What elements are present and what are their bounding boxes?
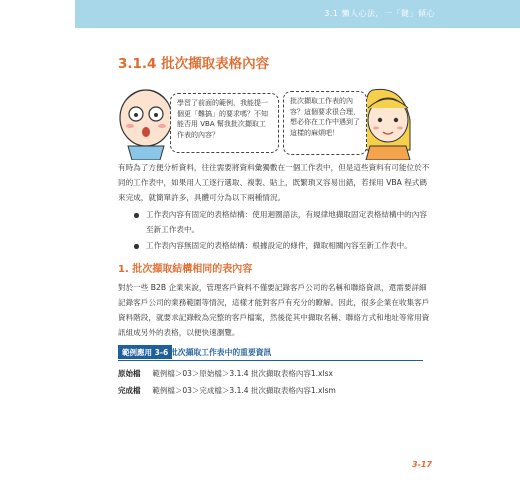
source-file-row: [118, 368, 423, 379]
subsection-heading: 1. 批次擷取結構相同的表內容: [118, 264, 253, 275]
speech-bubble-left: 學習了前面的範例，我能提一個更「難搞」的要求嗎？不知能否用 VBA 幫我批次擷取工作表的內容？: [170, 93, 279, 153]
example-tag: 範例應用 3-6: [118, 345, 172, 359]
chapter-header: 3.1 懶人心法，一「鍵」傾心: [324, 9, 435, 18]
left-character-icon: [120, 90, 172, 160]
bullet-dot-icon: [134, 213, 139, 218]
bullet-list: [132, 208, 432, 254]
right-character-icon: [366, 89, 410, 160]
example-title: 批次擷取工作表中的重要資訊: [170, 347, 272, 357]
section-title: 3.1.4 批次擷取表格內容: [118, 56, 270, 72]
header-bar: [75, 0, 520, 28]
bullet-item: [132, 208, 432, 237]
bullet-text: 工作表內容無固定的表格結構：根據設定的條件，擷取相關內容至新工作表中。: [146, 241, 412, 250]
file-path: 範例檔＞03＞完成檔＞3.1.4 批次擷取表格內容1.xlsm: [152, 386, 336, 395]
example-header: [118, 345, 423, 359]
page-number: 3-17: [411, 460, 432, 469]
file-path: 範例檔＞03＞原始檔＞3.1.4 批次擷取表格內容1.xlsx: [152, 369, 333, 378]
intro-paragraph: 有時為了方便分析資料，往往需要將資料彙獨數在一個工作表中，但是這些資料有可能位於不同的工作表中，如果用人工逐行選取、複製、貼上，既繁瑣又容易出錯，若採用 VBA 程式碼來完成，就簡單許多，具體可分為以下兩種情況。: [118, 163, 430, 202]
bullet-dot-icon: [134, 244, 139, 249]
subsection-paragraph: 對於一些 B2B 企業來說，管理客戶資料不僅要記錄客戶公司的名稱和聯絡資訊，還需要詳細記錄客戶公司的業務範圍等情況，這樣才能對客戶有充分的瞭解。因此，很多企業在收集客戶資料階段，就要求記錄較為完整的客戶檔案，然後從其中擷取名稱、聯絡方式和地址等常用資訊組成另外的表格，以便快速瀏覽。: [118, 283, 430, 337]
speech-bubble-right: 批次擷取工作表的內容？這個要求很合理，想必你在工作中遇到了這樣的麻煩吧！: [283, 91, 367, 155]
result-file-row: [118, 385, 423, 396]
file-label: 原始檔: [118, 369, 141, 378]
bullet-text: 工作表內容有固定的表格結構：使用迴圈語法，有規律地擷取固定表格結構中的內容至新工作表中。: [146, 210, 427, 234]
example-divider: [118, 360, 423, 361]
bullet-item: [132, 239, 432, 254]
file-label: 完成檔: [118, 386, 141, 395]
